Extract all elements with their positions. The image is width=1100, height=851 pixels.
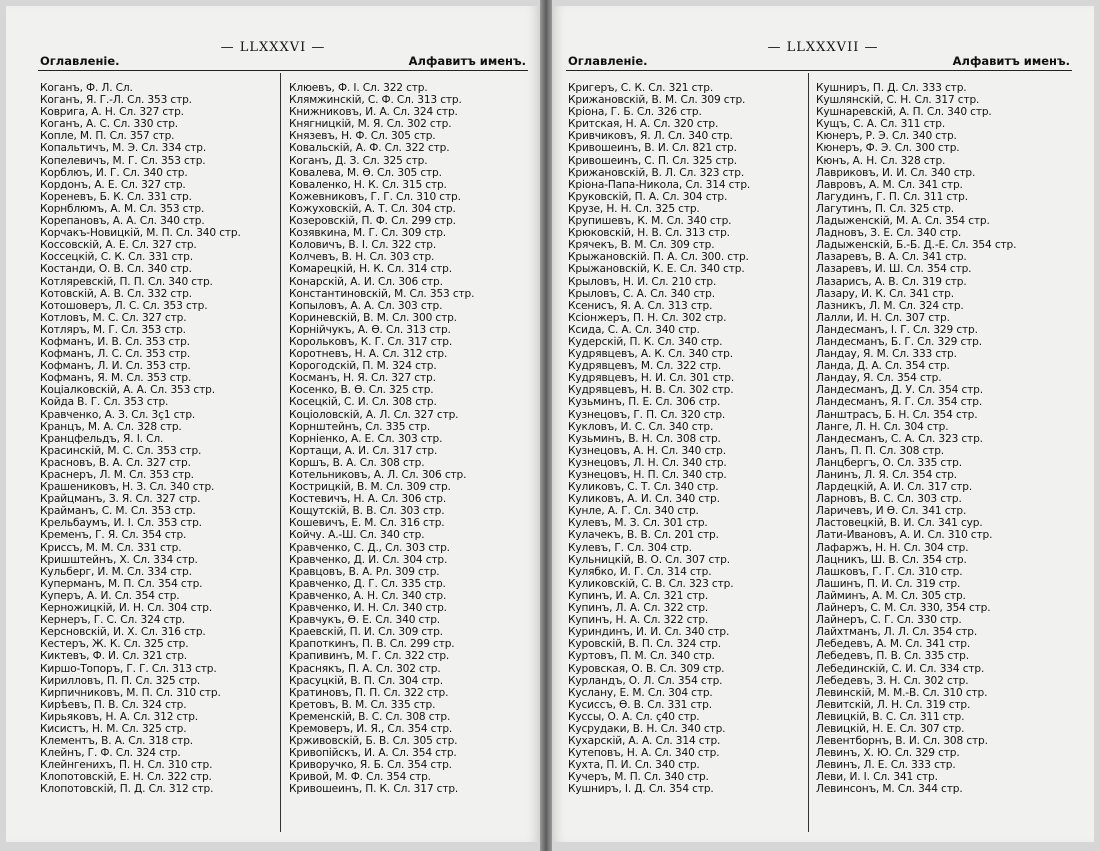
name-entry: Кернеръ, Г. С. Сл. 324 стр.	[40, 614, 186, 627]
name-entry: Лафаржъ, Н. Н. Сл. 304 стр.	[816, 541, 969, 554]
name-entry: Корольковъ, К. Г. Сл. 317 стр.	[289, 335, 453, 348]
name-entry: Котельниковъ, А. Л. Сл. 306 стр.	[289, 469, 467, 481]
name-entry: Крижановскій, В. Л. Сл. 323 стр.	[568, 166, 745, 179]
name-entry: Костевичъ, Н. А. Сл. 306 стр.	[289, 493, 447, 506]
name-entry: Клейнъ, Г. Ф. Сл. 324 стр.	[40, 747, 181, 760]
name-entry: Куперманъ, М. П. Сл. 354 стр.	[40, 577, 203, 590]
name-entry: Котошоверъ, Л. С. Сл. 353 стр.	[40, 299, 208, 312]
name-entry: Куссы, О. А. Сл. ç40 стр.	[568, 710, 700, 723]
name-entry: Лазарисъ, А. В. Сл. 319 стр.	[816, 275, 967, 288]
name-entry: Клюевъ, Ф. І. Сл. 322 стр.	[289, 82, 428, 94]
name-entry: Лацникъ, Ш. В. Сл. 354 стр.	[816, 553, 967, 566]
name-entry: Кукловъ, И. С. Сл. 340 стр.	[568, 420, 714, 433]
name-entry: Косманъ, Н. Я. Сл. 327 стр.	[289, 372, 436, 385]
name-entry: Коссецкій, С. К. Сл. 331 стр.	[40, 251, 193, 264]
header-alphabet: Алфавитъ именъ.	[408, 54, 526, 68]
name-entry: Кривошеинъ, С. П. Сл. 325 стр.	[568, 154, 738, 167]
name-entry: Кранцъ, М. А. Сл. 328 стр.	[40, 420, 182, 433]
name-entry: Корблюъ, И. Г. Сл. 340 стр.	[40, 166, 188, 179]
name-entry: Лагутинъ, П. Сл. 325 стр.	[816, 202, 955, 215]
name-entry: Купинъ, Л. А. Сл. 322 стр.	[568, 602, 709, 615]
name-entry: Лазаревъ, И. Ш. Сл. 354 стр.	[816, 263, 972, 276]
name-entry: Кретовъ, В. М. Сл. 335 стр.	[289, 698, 436, 711]
name-entry: Кестеръ, Ж. К. Сл. 325 стр.	[40, 638, 189, 651]
name-entry: Коловичъ, В. І. Сл. 322 стр.	[289, 239, 437, 252]
name-entry: Кравченко, С. Д., Сл. 303 стр.	[289, 541, 450, 554]
name-entry: Лати-Ивановъ, А. И. Сл. 310 стр.	[816, 529, 993, 542]
name-entry: Киктевъ, Ф. И. Сл. 321 стр.	[40, 650, 187, 663]
name-entry: Котовскій, А. В. Сл. 332 стр.	[40, 287, 192, 300]
name-entry: Левицкій, Н. Е. Сл. 307 стр.	[816, 722, 965, 735]
name-entry: Куртовъ, П. М. Сл. 340 стр.	[568, 650, 715, 663]
name-entry: Краснеръ, Л. М. Сл. 353 стр.	[40, 469, 194, 481]
name-entry: Лавровъ, А. М. Сл. 341 стр.	[816, 178, 963, 191]
name-entry: Ландесманъ, Д. У. Сл. 354 стр.	[816, 384, 983, 397]
name-entry: Куриндинъ, И. И. Сл. 340 стр.	[568, 626, 730, 639]
name-entry: Курландъ, О. Л. Сл. 354 стр.	[568, 674, 723, 687]
name-entry: Кривчиковъ, Я. Л. Сл. 340 стр.	[568, 130, 733, 143]
name-entry: Ланинъ, Л. Я. Сл. 354 стр.	[816, 469, 957, 481]
name-entry: Котловъ, М. С. Сл. 327 стр.	[40, 311, 187, 324]
name-entry: Краевскій, П. И. Сл. 309 стр.	[289, 626, 443, 639]
name-entry: Кравченко, И. Н. Сл. 340 стр.	[289, 602, 447, 615]
name-entry: Коваленко, Н. К. Сл. 315 стр.	[289, 178, 447, 191]
name-entry: Красинскій, М. С. Сл. 353 стр.	[40, 444, 202, 457]
name-entry: Красновъ, В. А. Сл. 327 стр.	[40, 456, 191, 469]
name-entry: Корепановъ, А. А. Сл. 340 стр.	[40, 215, 205, 228]
name-entry: Козявкина, М. Г. Сл. 309 стр.	[289, 227, 446, 240]
name-entry: Кудрявцевъ, Н. И. Сл. 301 стр.	[568, 372, 735, 385]
name-entry: Лазникъ, Л. М. Сл. 324 стр.	[816, 299, 964, 312]
name-entry: Ластовецкій, В. И. Сл. 341 сур.	[816, 517, 983, 530]
header-contents: Оглавленіе.	[40, 54, 120, 68]
name-entry: Коціоловскій, А. Л. Сл. 327 стр.	[289, 408, 459, 421]
name-entry: Крыловъ, Н. И. Сл. 210 стр.	[568, 275, 717, 288]
name-entry: Крыловъ, С. А. Сл. 340 стр.	[568, 287, 715, 300]
name-entry: Клементъ, В. А. Сл. 318 стр.	[40, 735, 193, 748]
name-entry: Клейнгенихъ, П. Н. Сл. 310 стр.	[40, 759, 213, 772]
name-entry: Кузнецовъ, Л. Н. Сл. 340 стр.	[568, 456, 727, 469]
name-entry: Койчу. А.-Ш. Сл. 340 стр.	[289, 529, 425, 542]
name-entry: Криссъ, М. М. Сл. 331 стр.	[40, 541, 182, 554]
name-entry: Ландесманъ, С. А. Сл. 323 стр.	[816, 432, 983, 445]
name-entry: Крыжановскій. П. А. Сл. 300. стр.	[568, 251, 749, 264]
name-entry: Кривошеинъ, П. К. Сл. 317 стр.	[289, 783, 459, 796]
name-entry: Кременъ, Г. Я. Сл. 354 стр.	[40, 529, 187, 542]
name-entry: Лебедевъ, З. Н. Сл. 302 стр.	[816, 674, 969, 687]
name-entry: Кордонъ, А. Е. Сл. 327 стр.	[40, 178, 186, 191]
name-entry: Ландесманъ, І. Г. Сл. 329 стр.	[816, 323, 978, 336]
name-entry: Ксенисъ, Я. А. Сл. 313 стр.	[568, 299, 713, 312]
name-entry: Кривошеинъ, В. И. Сл. 821 стр.	[568, 142, 737, 155]
name-entry: Кутеповъ, Н. А. Сл. 340 стр.	[568, 747, 720, 760]
names-column-2	[289, 82, 474, 796]
name-entry: Ландесманъ, Б. Г. Сл. 329 стр.	[816, 335, 982, 348]
name-entry: Кудрявцевъ, Н. В. Сл. 302 стр.	[568, 384, 734, 397]
name-entry: Крижановскій, В. М. Сл. 309 стр.	[568, 94, 746, 107]
name-entry: Кофманъ, Л. И. Сл. 353 стр.	[40, 360, 191, 373]
name-entry: Койда В. Г. Сл. 353 стр.	[40, 396, 169, 409]
name-entry: Ларичевъ, И Ѳ. Сл. 341 стр.	[816, 505, 967, 518]
name-entry: Копелевичъ, М. Г. Сл. 353 стр.	[40, 154, 206, 167]
name-entry: Кортащи, А. И. Сл. 317 стр.	[289, 444, 438, 457]
name-entry: Князевъ, Н. Ф. Сл. 305 стр.	[289, 130, 436, 143]
name-entry: Кирѣевъ, П. В. Сл. 324 стр.	[40, 698, 187, 711]
name-entry: Красуцкій, В. П. Сл. 304 стр.	[289, 674, 443, 687]
name-entry: Ланцбергъ, О. Сл. 335 стр.	[816, 456, 962, 469]
name-entry: Ланге, Л. Н. Сл. 304 стр.	[816, 420, 949, 433]
name-entry: Лазаревъ, В. А. Сл. 341 стр.	[816, 251, 967, 264]
name-entry: Крживовскій, Б. В. Сл. 305 стр.	[289, 735, 458, 748]
name-entry: Ларновъ, В. С. Сл. 303 стр.	[816, 493, 962, 506]
name-entry: Купинъ, И. А. Сл. 321 стр.	[568, 589, 709, 602]
left-page	[6, 6, 540, 842]
name-entry: Левинсонъ, М. Сл. 344 стр.	[816, 783, 963, 796]
name-entry: Криворучко, Я. Б. Сл. 354 стр.	[289, 759, 452, 772]
name-entry: Кузнецовъ, Г. П. Сл. 320 стр.	[568, 408, 726, 421]
name-entry: Лайминъ, А. М. Сл. 305 стр.	[816, 589, 966, 602]
name-entry: Куликовскій, С. В. Сл. 323 стр.	[568, 577, 734, 590]
name-entry: Крячекъ, В. М. Сл. 309 стр.	[568, 239, 715, 252]
name-entry: Ландесманъ, Я. Г. Сл. 354 стр.	[816, 396, 983, 409]
name-entry: Лашковъ, Г. Г. Сл. 310 стр.	[816, 565, 963, 578]
page-number: — LLXXXVII —	[767, 40, 879, 55]
name-entry: Крайманъ, С. М. Сл. 353 стр.	[40, 505, 196, 518]
name-entry: Корнблюмъ, А. М. Сл. 353 стр.	[40, 202, 205, 215]
name-entry: Кравцовъ, В. А. Рл. 309 стр.	[289, 565, 440, 578]
name-entry: Куровская, О. В. Сл. 309 стр.	[568, 662, 725, 675]
page-number: — LLXXXVI —	[220, 40, 326, 55]
name-entry: Кушниръ, П. Д. Сл. 333 стр.	[816, 82, 967, 94]
name-entry: Кунле, А. Г. Сл. 340 стр.	[568, 505, 699, 518]
name-entry: Ланштрасъ, Б. Н. Сл. 354 стр.	[816, 408, 978, 421]
column-divider	[280, 73, 281, 832]
name-entry: Корніенко, А. Е. Сл. 303 стр.	[289, 432, 443, 445]
name-entry: Конарскій, А. И. Сл. 306 стр.	[289, 275, 443, 288]
name-entry: Колчевъ, В. Н. Сл. 303 стр.	[289, 251, 435, 264]
name-entry: Левентборнъ, В. И. Сл. 308 стр.	[816, 735, 988, 748]
name-entry: Кригеръ, С. К. Сл. 321 стр.	[568, 82, 714, 94]
name-entry: Кучеръ, М. П. Сл. 340 стр.	[568, 771, 709, 784]
name-entry: Куровскій, В. П. Сл. 324 стр.	[568, 638, 721, 651]
name-entry: Левитскій, Л. Н. Сл. 319 стр.	[816, 698, 971, 711]
name-entry: Крайцманъ, З. Я. Сл. 327 стр.	[40, 493, 201, 506]
name-entry: Кусрудаки, В. Н. Сл. 340 стр.	[568, 722, 726, 735]
name-entry: Кульберг, И. М. Сл. 334 стр.	[40, 565, 192, 578]
name-entry: Ланъ, П. П. Сл. 308 стр.	[816, 444, 944, 457]
name-entry: Крашениковъ, Н. З. Сл. 340 стр.	[40, 481, 215, 494]
name-entry: Кульницкій, В. О. Сл. 307 стр.	[568, 553, 730, 566]
name-entry: Куперъ, А. И. Сл. 354 стр.	[40, 589, 180, 602]
name-entry: Ладыженскій, Б.-Б. Д.-Е. Сл. 354 стр.	[816, 239, 1017, 252]
name-entry: Ландау, Я. Сл. 354 стр.	[816, 372, 942, 385]
name-entry: Крюковскій, Н. В. Сл. 313 стр.	[568, 227, 730, 240]
column-divider	[808, 73, 809, 832]
name-entry: Крапоткинъ, П. В. Сл. 299 стр.	[289, 638, 455, 651]
name-entry: Лалли, И. Н. Сл. 307 стр.	[816, 311, 950, 324]
names-column-1	[40, 82, 241, 796]
name-entry: Куликовъ, А. И. Сл. 340 стр.	[568, 493, 720, 506]
name-entry: Кременскій, В. С. Сл. 308 стр.	[289, 710, 451, 723]
name-entry: Кулябко, И. Г. Сл. 314 стр.	[568, 565, 712, 578]
name-entry: Ладновъ, З. Е. Сл. 340 стр.	[816, 227, 962, 240]
name-entry: Лазару, И. К. Сл. 341 стр.	[816, 287, 954, 300]
name-entry: Коганъ, Я. Г.-Л. Сл. 353 стр.	[40, 94, 192, 107]
name-entry: Кирпичниковъ, М. П. Сл. 310 стр.	[40, 686, 221, 699]
name-entry: Керсновскій, И. Х. Сл. 316 стр.	[40, 626, 206, 639]
name-entry: Кравченко, А. Н. Сл. 340 стр.	[289, 589, 447, 602]
name-entry: Ковалева, М. Ѳ. Сл. 305 стр.	[289, 166, 442, 179]
name-entry: Коганъ, Ф. Л. Сл.	[40, 82, 133, 94]
name-entry: Котляръ, М. Г. Сл. 353 стр.	[40, 323, 186, 336]
name-entry: Лайнеръ, С. Г. Сл. 330 стр.	[816, 614, 962, 627]
name-entry: Ладыженскій, М. А. Сл. 354 стр.	[816, 215, 990, 228]
name-entry: Княгницкій, М. Я. Сл. 302 стр.	[289, 118, 452, 131]
name-entry: Левинъ, Х. Ю. Сл. 329 стр.	[816, 747, 960, 760]
name-entry: Кріона-Папа-Никола, Сл. 314 стр.	[568, 178, 751, 191]
name-entry: Ковригa, А. Н. Сл. 327 стр.	[40, 106, 184, 119]
name-entry: Лебедевъ, А. М. Сл. 341 стр.	[816, 638, 971, 651]
name-entry: Кранцфельдъ, Я. І. Сл.	[40, 432, 164, 445]
header-contents: Оглавленіе.	[568, 54, 648, 68]
names-column-2	[816, 82, 1016, 796]
name-entry: Клямжинскій, С. Ф. Сл. 313 стр.	[289, 94, 462, 107]
header-rule	[566, 70, 1072, 71]
name-entry: Кудрявцевъ, А. К. Сл. 340 стр.	[568, 348, 733, 361]
name-entry: Левинъ, Л. Е. Сл. 333 стр.	[816, 759, 956, 772]
name-entry: Кузьминъ, П. Е. Сл. 306 стр.	[568, 396, 721, 409]
name-entry: Косенко, В. Ѳ. Сл. 325 стр.	[289, 384, 434, 397]
name-entry: Ланда, Д. А. Сл. 354 стр.	[816, 360, 950, 373]
name-entry: Кошевичъ, Е. М. Сл. 316 стр.	[289, 517, 445, 530]
name-entry: Кудерскій, П. К. Сл. 340 стр.	[568, 335, 723, 348]
name-entry: Кофманъ, И. В. Сл. 353 стр.	[40, 335, 190, 348]
name-entry: Коцiалковскій, А. А. Сл. 353 стр.	[40, 384, 215, 397]
name-entry: Корогодскій, П. М. 324 стр.	[289, 360, 437, 373]
name-entry: Клопотовскій, Е. Н. Сл. 322 стр.	[40, 771, 212, 784]
name-entry: Кожуховскій, А. Т. Сл. 304 стр.	[289, 202, 456, 215]
name-entry: Кріона, Г. Б. Сл. 326 стр.	[568, 106, 702, 119]
name-entry: Кравчукъ, Ѳ. Е. Сл. 340 стр.	[289, 614, 441, 627]
name-entry: Корнштейнъ, Сл. 335 стр.	[289, 420, 431, 433]
name-entry: Кирилловъ, П. П. Сл. 325 стр.	[40, 674, 201, 687]
name-entry: Круковскій, П. А. Сл. 304 стр.	[568, 190, 728, 203]
name-entry: Котляревскій, П. П. Сл. 340 стр.	[40, 275, 213, 288]
header-alphabet: Алфавитъ именъ.	[952, 54, 1070, 68]
name-entry: Кулевъ, М. З. Сл. 301 стр.	[568, 517, 708, 530]
name-entry: Кришштейнъ, Х. Сл. 334 стр.	[40, 553, 198, 566]
name-entry: Крузе, Н. Н. Сл. 325 стр.	[568, 202, 700, 215]
name-entry: Коссовскій, А. Е. Сл. 327 стр.	[40, 239, 197, 252]
name-entry: Керножицкій, И. Н. Сл. 304 стр.	[40, 602, 213, 615]
name-entry: Левинскій, М. М.-В. Сл. 310 стр.	[816, 686, 988, 699]
header-rule	[38, 70, 528, 71]
name-entry: Константиновскій, М. Сл. 353 стр.	[289, 287, 475, 300]
name-entry: Кюнеръ, Р. Э. Сл. 340 стр.	[816, 130, 957, 143]
name-entry: Крупишевъ, К. М. Сл. 340 стр.	[568, 215, 732, 228]
name-entry: Кухта, П. И. Сл. 340 стр.	[568, 759, 700, 772]
name-entry: Куслану, Е. М. Сл. 304 стр.	[568, 686, 713, 699]
book-gutter	[540, 0, 552, 851]
name-entry: Кудрявцевъ, М. Сл. 322 стр.	[568, 360, 722, 373]
name-entry: Лардецкій, А. И. Сл. 317 стр.	[816, 481, 973, 494]
name-entry: Корнійчукъ, А. Ѳ. Сл. 313 стр.	[289, 323, 451, 336]
name-entry: Кулачекъ, В. В. Сл. 201 стр.	[568, 529, 719, 542]
name-entry: Ксіонжеръ, П. Н. Сл. 302 стр.	[568, 311, 727, 324]
name-entry: Кушниръ, І. Д. Сл. 354 стр.	[568, 783, 714, 796]
name-entry: Копле, М. П. Сл. 357 стр.	[40, 130, 175, 143]
name-entry: Кравченко, Д. Г. Сл. 335 стр.	[289, 577, 446, 590]
right-page	[552, 6, 1094, 842]
name-entry: Кравченко, Д. И. Сл. 304 стр.	[289, 553, 448, 566]
name-entry: Кравченко, А. З. Сл. 3ç1 стр.	[40, 408, 196, 421]
name-entry: Козеровскій, П. Ф. Сл. 299 стр.	[289, 215, 456, 228]
name-entry: Кушлянскій, С. Н. Сл. 317 стр.	[816, 94, 980, 107]
name-entry: Лебедевъ, П. В. Сл. 335 стр.	[816, 650, 969, 663]
name-entry: Кострицкій, В. М. Сл. 309 стр.	[289, 481, 451, 494]
name-entry: Ксида, С. А. Сл. 340 стр.	[568, 323, 700, 336]
name-entry: Кулевъ, Г. Сл. 304 стр.	[568, 541, 692, 554]
name-entry: Ландау, Я. М. Сл. 333 стр.	[816, 348, 957, 361]
name-entry: Кощутскій, В. В. Сл. 303 стр.	[289, 505, 445, 518]
name-entry: Комарецкій, Н. К. Сл. 314 стр.	[289, 263, 452, 276]
name-entry: Кофманъ, Л. С. Сл. 353 стр.	[40, 348, 191, 361]
name-entry: Кузнецовъ, Н. П. Сл. 340 стр.	[568, 469, 727, 481]
name-entry: Крапивинъ, М. Г. Сл. 322 стр.	[289, 650, 450, 663]
name-entry: Кусиссъ, Ѳ. В. Сл. 331 стр.	[568, 698, 712, 711]
name-entry: Купинъ, Н. А. Сл. 322 стр.	[568, 614, 709, 627]
name-entry: Кузнецовъ, А. Н. Сл. 340 стр.	[568, 444, 726, 457]
name-entry: Копальтичъ, М. Э. Сл. 334 стр.	[40, 142, 207, 155]
name-entry: Лагудинъ, Г. П. Сл. 311 стр.	[816, 190, 968, 203]
name-entry: Кухарскій, А. А. Сл. 314 стр.	[568, 735, 721, 748]
name-entry: Леви, И. І. Сл. 341 стр.	[816, 771, 938, 784]
name-entry: Лашинъ, П. И. Сл. 319 стр.	[816, 577, 961, 590]
name-entry: Краснякъ, П. А. Сл. 302 стр.	[289, 662, 441, 675]
name-entry: Коротневъ, Н. А. Сл. 312 стр.	[289, 348, 448, 361]
name-entry: Лайхтманъ, Л. Л. Сл. 354 стр.	[816, 626, 978, 639]
name-entry: Косецкій, С. И. Сл. 308 стр.	[289, 396, 437, 409]
name-entry: Кожевниковъ, Г. Г. Сл. 310 стр.	[289, 190, 461, 203]
name-entry: Костанди, О. В. Сл. 340 стр.	[40, 263, 192, 276]
name-entry: Лавриковъ, И. И. Сл. 340 стр.	[816, 166, 976, 179]
name-entry: Коганъ, А. С. Сл. 330 стр.	[40, 118, 178, 131]
name-entry: Киршо-Топоръ, Г. Г. Сл. 313 стр.	[40, 662, 217, 675]
name-entry: Крыжановскій, К. Е. Сл. 340 стр.	[568, 263, 745, 276]
name-entry: Кирьяковъ, Н. А. Сл. 312 стр.	[40, 710, 199, 723]
name-entry: Книжниковъ, И. А. Сл. 324 стр.	[289, 106, 458, 119]
name-entry: Куликовъ, С. Т. Сл. 340 стр.	[568, 481, 719, 494]
name-entry: Кремоверъ, И. Я., Сл. 354 стр.	[289, 722, 453, 735]
name-entry: Кориневскій, В. М. Сл. 300 стр.	[289, 311, 457, 324]
names-column-1	[568, 82, 750, 796]
name-entry: Коршъ, В. А. Сл. 308 стр.	[289, 456, 425, 469]
name-entry: Кузьминъ, В. Н. Сл. 308 стр.	[568, 432, 721, 445]
name-entry: Лайнеръ, С. М. Сл. 330, 354 стр.	[816, 602, 991, 615]
name-entry: Копыловъ, А. А. Сл. 303 стр.	[289, 299, 443, 312]
name-entry: Кушнаревскій, А. П. Сл. 340 стр.	[816, 106, 992, 119]
name-entry: Кюнеръ, Ф. Э. Сл. 300 стр.	[816, 142, 960, 155]
name-entry: Кофманъ, Я. М. Сл. 353 стр.	[40, 372, 192, 385]
name-entry: Критская, Н. А. Сл. 320 стр.	[568, 118, 719, 131]
name-entry: Кореневъ, Б. К. Сл. 331 стр.	[40, 190, 192, 203]
name-entry: Кущъ, С. А. Сл. 311 стр.	[816, 118, 946, 131]
name-entry: Лебединскій, С. И. Сл. 334 стр.	[816, 662, 985, 675]
name-entry: Левицкій, В. С. Сл. 311 стр.	[816, 710, 965, 723]
name-entry: Кюнъ, А. Н. Сл. 328 стр.	[816, 154, 946, 167]
name-entry: Кривопійскъ, И. А. Сл. 354 стр.	[289, 747, 457, 760]
name-entry: Ковальскій, А. Ф. Сл. 322 стр.	[289, 142, 450, 155]
name-entry: Корчакъ-Новицкій, М. П. Сл. 340 стр.	[40, 227, 241, 240]
name-entry: Кривой, М. Ф. Сл. 354 стр.	[289, 771, 431, 784]
name-entry: Кисистъ, Н. М. Сл. 325 стр.	[40, 722, 187, 735]
name-entry: Коганъ, Д. З. Сл. 325 стр.	[289, 154, 428, 167]
name-entry: Клопотовскій, П. Д. Сл. 312 стр.	[40, 783, 214, 796]
name-entry: Кратиновъ, П. П. Сл. 322 стр.	[289, 686, 449, 699]
name-entry: Крельбаумъ, И. І. Сл. 353 стр.	[40, 517, 202, 530]
